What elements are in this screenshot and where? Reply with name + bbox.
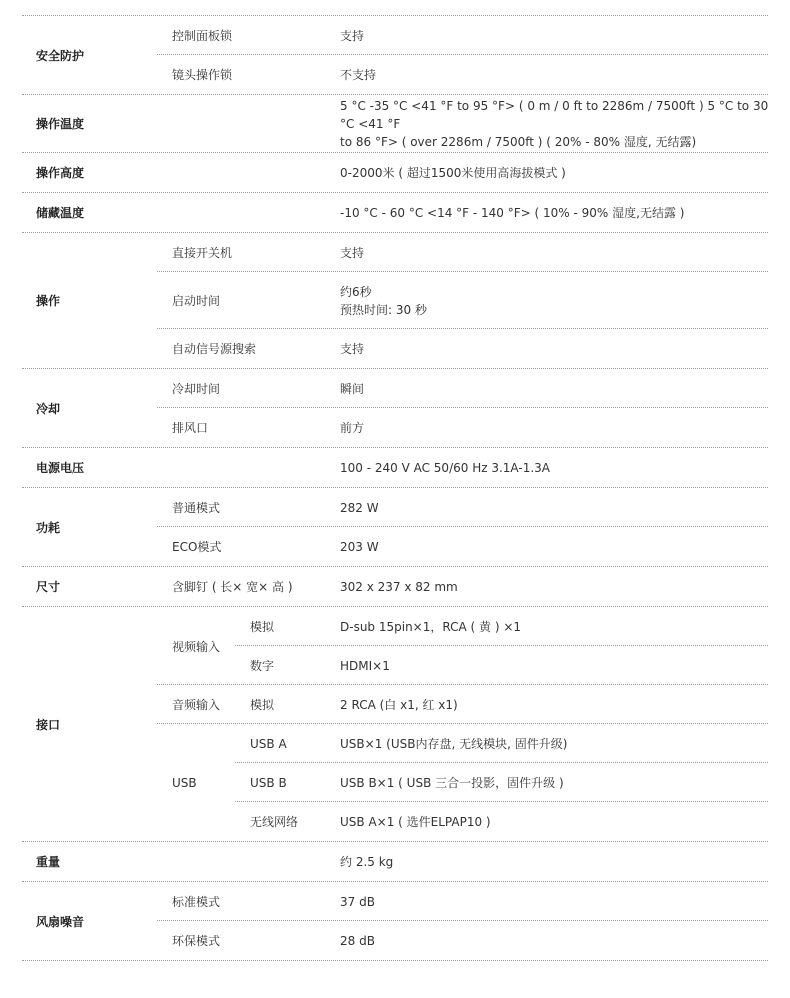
category-label: 冷却 bbox=[36, 401, 61, 416]
spec-value: -10 °C - 60 °C <14 °F - 140 °F> ( 10% - 90% 湿度,无结露 ) bbox=[340, 205, 685, 220]
table-row-power-consumption bbox=[22, 488, 768, 567]
sub-label: USB A bbox=[250, 736, 287, 751]
spec-value: USB×1 (USB内存盘, 无线模块, 固件升级) bbox=[340, 736, 568, 751]
sub-label: 自动信号源搜索 bbox=[172, 342, 257, 356]
spec-value: 0-2000米 ( 超过1500米使用高海拔模式 ) bbox=[340, 165, 566, 180]
table-row-cooling bbox=[22, 369, 768, 448]
table-row-power-voltage bbox=[22, 448, 768, 488]
sub-label-video-input: 视频输入 bbox=[172, 639, 221, 654]
sub-label: 启动时间 bbox=[172, 294, 221, 308]
category-label: 操作 bbox=[36, 294, 61, 308]
sub-label: 直接开关机 bbox=[172, 246, 233, 260]
table-row-operating-temperature bbox=[22, 95, 768, 153]
category-label: 风扇噪音 bbox=[36, 914, 85, 929]
spec-value bbox=[340, 95, 770, 152]
sub-label: 数字 bbox=[250, 659, 275, 673]
spec-value: 支持 bbox=[340, 245, 365, 260]
category-label: 电源电压 bbox=[36, 461, 85, 475]
spec-value bbox=[340, 272, 770, 329]
sub-label: 控制面板锁 bbox=[172, 29, 233, 43]
sub-label: 模拟 bbox=[250, 698, 275, 712]
spec-value: 302 x 237 x 82 mm bbox=[340, 579, 458, 594]
sub-label: 冷却时间 bbox=[172, 382, 221, 396]
category-label: 储藏温度 bbox=[36, 206, 85, 220]
sub-label: ECO模式 bbox=[172, 540, 222, 554]
table-row-fan-noise bbox=[22, 882, 768, 961]
sub-label: 含脚钉 ( 长× 宽× 高 ) bbox=[172, 580, 293, 594]
sub-label: 无线网络 bbox=[250, 815, 299, 829]
spec-value-line: 5 °C -35 °C <41 °F to 95 °F> ( 0 m / 0 ft to 2286m / 7500ft ) 5 °C to 30 °C <41 °F bbox=[340, 98, 769, 131]
table-row-storage-temperature bbox=[22, 193, 768, 233]
spec-value: 282 W bbox=[340, 500, 379, 515]
table-row-interface bbox=[22, 607, 768, 842]
spec-value-line: 预热时间: 30 秒 bbox=[340, 302, 427, 317]
table-row-size bbox=[22, 567, 768, 607]
sub-label-audio-input: 音频输入 bbox=[172, 698, 221, 712]
spec-value: 前方 bbox=[340, 420, 365, 435]
spec-value: 37 dB bbox=[340, 894, 375, 909]
table-row bbox=[22, 0, 768, 16]
sub-label: 镜头操作锁 bbox=[172, 68, 233, 82]
category-label: 接口 bbox=[36, 717, 61, 732]
spec-value: 约 2.5 kg bbox=[340, 854, 394, 869]
spec-value-line: 约6秒 bbox=[340, 284, 372, 299]
table-row-security bbox=[22, 16, 768, 95]
spec-value: USB B×1 ( USB 三合一投影，固件升级 ) bbox=[340, 775, 564, 790]
category-label: 功耗 bbox=[36, 520, 61, 535]
sub-label: 排风口 bbox=[172, 421, 209, 435]
sub-label: 普通模式 bbox=[172, 501, 221, 515]
category-label: 安全防护 bbox=[36, 48, 85, 63]
sub-label: 模拟 bbox=[250, 620, 275, 634]
spec-value: 支持 bbox=[340, 28, 365, 43]
spec-value: USB A×1 ( 选件ELPAP10 ) bbox=[340, 814, 491, 829]
spec-value: 203 W bbox=[340, 539, 379, 554]
table-row-weight bbox=[22, 842, 768, 882]
spec-value: 28 dB bbox=[340, 933, 375, 948]
spec-table bbox=[22, 0, 768, 961]
spec-value: 不支持 bbox=[340, 67, 377, 82]
sub-label: 环保模式 bbox=[172, 934, 221, 948]
sub-label-usb: USB bbox=[172, 775, 197, 790]
category-label: 尺寸 bbox=[36, 580, 61, 594]
category-label: 操作高度 bbox=[36, 166, 85, 180]
spec-value: 瞬间 bbox=[340, 381, 365, 396]
spec-value: HDMI×1 bbox=[340, 658, 390, 673]
spec-value: 100 - 240 V AC 50/60 Hz 3.1A-1.3A bbox=[340, 460, 550, 475]
table-row-operating-altitude bbox=[22, 153, 768, 193]
category-label: 操作温度 bbox=[36, 117, 85, 131]
category-label: 重量 bbox=[36, 855, 61, 869]
spec-value: D-sub 15pin×1，RCA ( 黄 ) ×1 bbox=[340, 619, 522, 634]
sub-label: 标准模式 bbox=[172, 895, 221, 909]
spec-value-line: to 86 °F> ( over 2286m / 7500ft ) ( 20% - 80% 湿度, 无结露) bbox=[340, 134, 697, 149]
spec-value: 2 RCA (白 x1, 红 x1) bbox=[340, 697, 458, 712]
sub-label: USB B bbox=[250, 775, 287, 790]
spec-value: 支持 bbox=[340, 341, 365, 356]
table-row-operation bbox=[22, 233, 768, 369]
